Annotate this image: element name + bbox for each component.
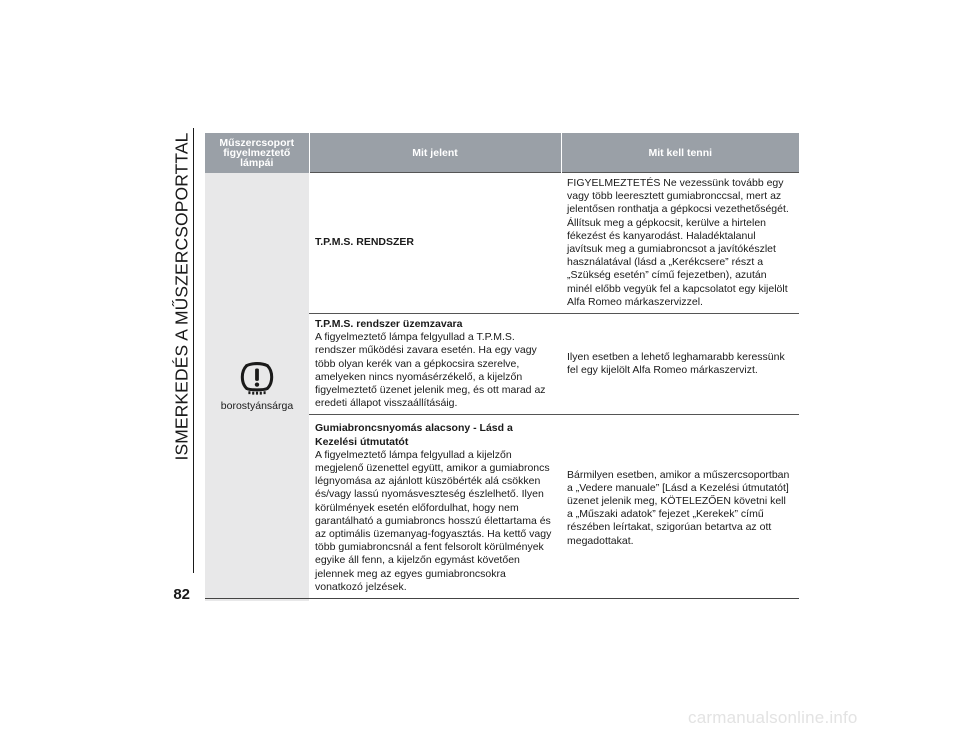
header-meaning: Mit jelent [309, 133, 561, 173]
action-cell [561, 173, 799, 314]
meaning-cell [309, 314, 561, 415]
header-lamp: Műszercsoport figyelmeztető lámpái [205, 133, 309, 173]
action-text: FIGYELMEZTETÉS Ne vezessünk tovább egy vagy több leeresztett gumiabronccsal, mert az jelentősen ronthatja a gépkocsi vezethetőségét. Állítsuk meg a gépkocsit, kerülve a hirtelen fékezést és kanyarodást. Haladéktalanul javítsuk meg a gumiabroncsot a javítókészlet használatával (lásd a „Kerékcsere” részt a „Szükség esetén” című fejezetben), azután minél előbb vegyük fel a kapcsolatot egy kijelölt Alfa Romeo márkaszervizzel. [567, 177, 789, 308]
action-cell [561, 415, 799, 601]
warning-lights-table [205, 133, 799, 601]
watermark: carmanualsonline.info [688, 708, 858, 727]
table-header-row [205, 133, 799, 173]
page-number: 82 [173, 586, 190, 603]
meaning-text: A figyelmeztető lámpa felgyullad a kijelzőn megjelenő üzenettel együtt, amikor a gumiabroncs légnyomása az ajánlott küszöbérték alá csökken és/vagy lassú nyomásveszteség észlelhető. Ilyen körülmények esetén előfordulhat, hogy nem garantálható a gumiabroncs hosszú élettartama és az optimális üzemanyag-fogyasztás. Ha kettő vagy több gumiabroncsnál a fent felsorolt körülmények egyike áll fenn, a kijelzőn egymást követően jelennek meg az egyes gumiabroncsokra vonatkozó jelzések. [315, 448, 552, 593]
header-action: Mit kell tenni [561, 133, 799, 173]
chapter-title [171, 131, 192, 461]
meaning-title: T.P.M.S. RENDSZER [315, 236, 414, 249]
table-bottom-rule [205, 598, 799, 599]
meaning-cell [309, 415, 561, 601]
lamp-cell [205, 173, 309, 601]
action-text: Ilyen esetben a lehető leghamarabb keressünk fel egy kijelölt Alfa Romeo márkaszervizt. [567, 351, 785, 377]
lamp-color-label: borostyánsárga [220, 400, 294, 413]
action-text: Bármilyen esetben, amikor a műszercsoportban a „Vedere manuale” [Lásd a Kezelési útmutatót] üzenet jelenik meg, KÖTELEZŐEN követni kell a „Műszaki adatok” fejezet „Kerekek” című részében leírtakat, szigorúan betartva az ott megadottakat. [567, 468, 790, 547]
action-cell [561, 314, 799, 415]
chapter-divider [193, 128, 194, 573]
meaning-cell [309, 173, 561, 314]
table-row [205, 173, 799, 314]
chapter-title-text: ISMERKEDÉS A MŰSZERCSOPORTTAL [171, 131, 192, 461]
meaning-text: A figyelmeztető lámpa felgyullad a T.P.M.S. rendszer működési zavara esetén. Ha egy vagy több olyan kerék van a gépkocsira szerelve, amelyeken nincs nyomásérzékelő, a kijelzőn figyelmeztető üzenet jelenik meg, és ott marad az eredeti állapot visszaállításáig. [315, 331, 546, 410]
tire-pressure-warning-icon [238, 360, 276, 396]
meaning-title: Gumiabroncsnyomás alacsony - Lásd a Kezelési útmutatót [315, 422, 513, 448]
meaning-title: T.P.M.S. rendszer üzemzavara [315, 318, 463, 331]
